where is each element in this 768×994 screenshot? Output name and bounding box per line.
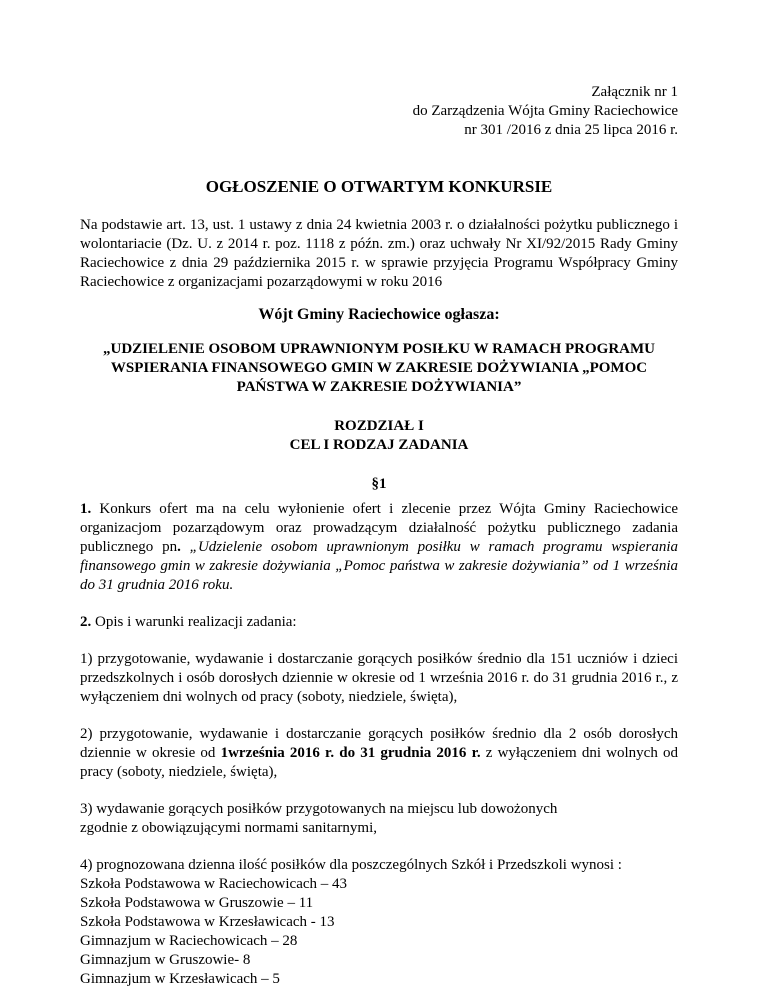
item-3 [80,800,678,838]
school-meal-count: Gimnazjum w Gruszowie- 8 [80,952,251,968]
chapter-name: CEL I RODZAJ ZADANIA [289,437,469,453]
item-1: 1) przygotowanie, wydawanie i dostarczanie gorących posiłków średnio dla 151 uczniów i dzieci przedszkolnych i osób dorosłych dziennie w okresie od 1 września 2016 r. do 31 grudnia 2016 r., z wyłączeniem dni wolnych od pracy (soboty, niedziele, święta), [80,651,678,705]
point-1 [80,500,678,595]
attachment-line-3: nr 301 /2016 z dnia 25 lipca 2016 r. [464,122,678,138]
point-1-number: 1. [80,501,92,517]
section-sign: §1 [371,476,387,492]
point-2 [80,613,678,632]
school-meal-count: Szkoła Podstawowa w Gruszowie – 11 [80,895,314,911]
announcement-heading: Wójt Gminy Raciechowice ogłasza: [258,306,500,323]
task-title-line-1: „UDZIELENIE OSOBOM UPRAWNIONYM POSIŁKU W RAMACH PROGRAMU [103,341,655,357]
intro-paragraph: Na podstawie art. 13, ust. 1 ustawy z dnia 24 kwietnia 2003 r. o działalności pożytku publicznego i wolontariacie (Dz. U. z 2014 r. poz. 1118 z późn. zm.) oraz uchwały Nr XI/92/2015 Rady Gminy Raciechowice z dnia 29 października 2015 r. w sprawie przyjęcia Programu Współpracy Gminy Raciechowice z organizacjami pozarządowymi w roku 2016 [80,217,678,290]
attachment-line-1: Załącznik nr 1 [591,84,678,100]
item-4-intro: 4) prognozowana dzienna ilość posiłków dla poszczególnych Szkół i Przedszkoli wynosi : [80,857,622,873]
point-1-dot: . [177,539,181,555]
point-2-number: 2. [80,614,92,630]
attachment-line-2: do Zarządzenia Wójta Gminy Raciechowice [412,103,678,119]
task-title [80,340,678,397]
point-1-italic: „Udzielenie osobom uprawnionym posiłku w ramach programu wspierania finansowego gmin w zakresie dożywiania „Pomoc państwa w zakresie dożywiania” od 1 września do 31 grudnia 2016 roku. [80,539,678,593]
point-1-text: Konkurs ofert ma na celu wyłonienie ofert i zlecenie przez Wójta Gminy Raciechowice organizacjom pozarządowym oraz prowadzącym działalność pożytku publicznego zadania publicznego pn [80,501,678,555]
chapter-number: ROZDZIAŁ I [334,418,424,434]
document-title: OGŁOSZENIE O OTWARTYM KONKURSIE [205,177,553,196]
attachment-header [80,83,678,140]
school-meal-count: Szkoła Podstawowa w Raciechowicach – 43 [80,876,348,892]
item-3-line-1: 3) wydawanie gorących posiłków przygotowanych na miejscu lub dowożonych [80,801,558,817]
point-2-text: Opis i warunki realizacji zadania: [91,614,297,630]
item-2-text-a: 2) przygotowanie, wydawanie i dostarczanie gorących posiłków średnio dla 2 osób dorosłych dziennie w okresie od [80,726,678,761]
item-3-line-2: zgodnie z obowiązującymi normami sanitarnymi, [80,820,377,836]
task-title-line-3: PAŃSTWA W ZAKRESIE DOŻYWIANIA” [236,379,522,395]
school-meal-count: Szkoła Podstawowa w Krzesławicach - 13 [80,914,335,930]
school-meal-count: Gimnazjum w Raciechowicach – 28 [80,933,298,949]
chapter-heading [80,417,678,455]
item-2 [80,725,678,782]
item-4 [80,856,678,989]
school-meal-count: Gimnazjum w Krzesławicach – 5 [80,971,280,987]
task-title-line-2: WSPIERANIA FINANSOWEGO GMIN W ZAKRESIE DOŻYWIANIA „POMOC [110,360,648,376]
item-2-dates: 1września 2016 r. do 31 grudnia 2016 r. [220,745,481,761]
item-2-text-b: z wyłączeniem dni wolnych od pracy (soboty, niedziele, święta), [80,745,678,780]
